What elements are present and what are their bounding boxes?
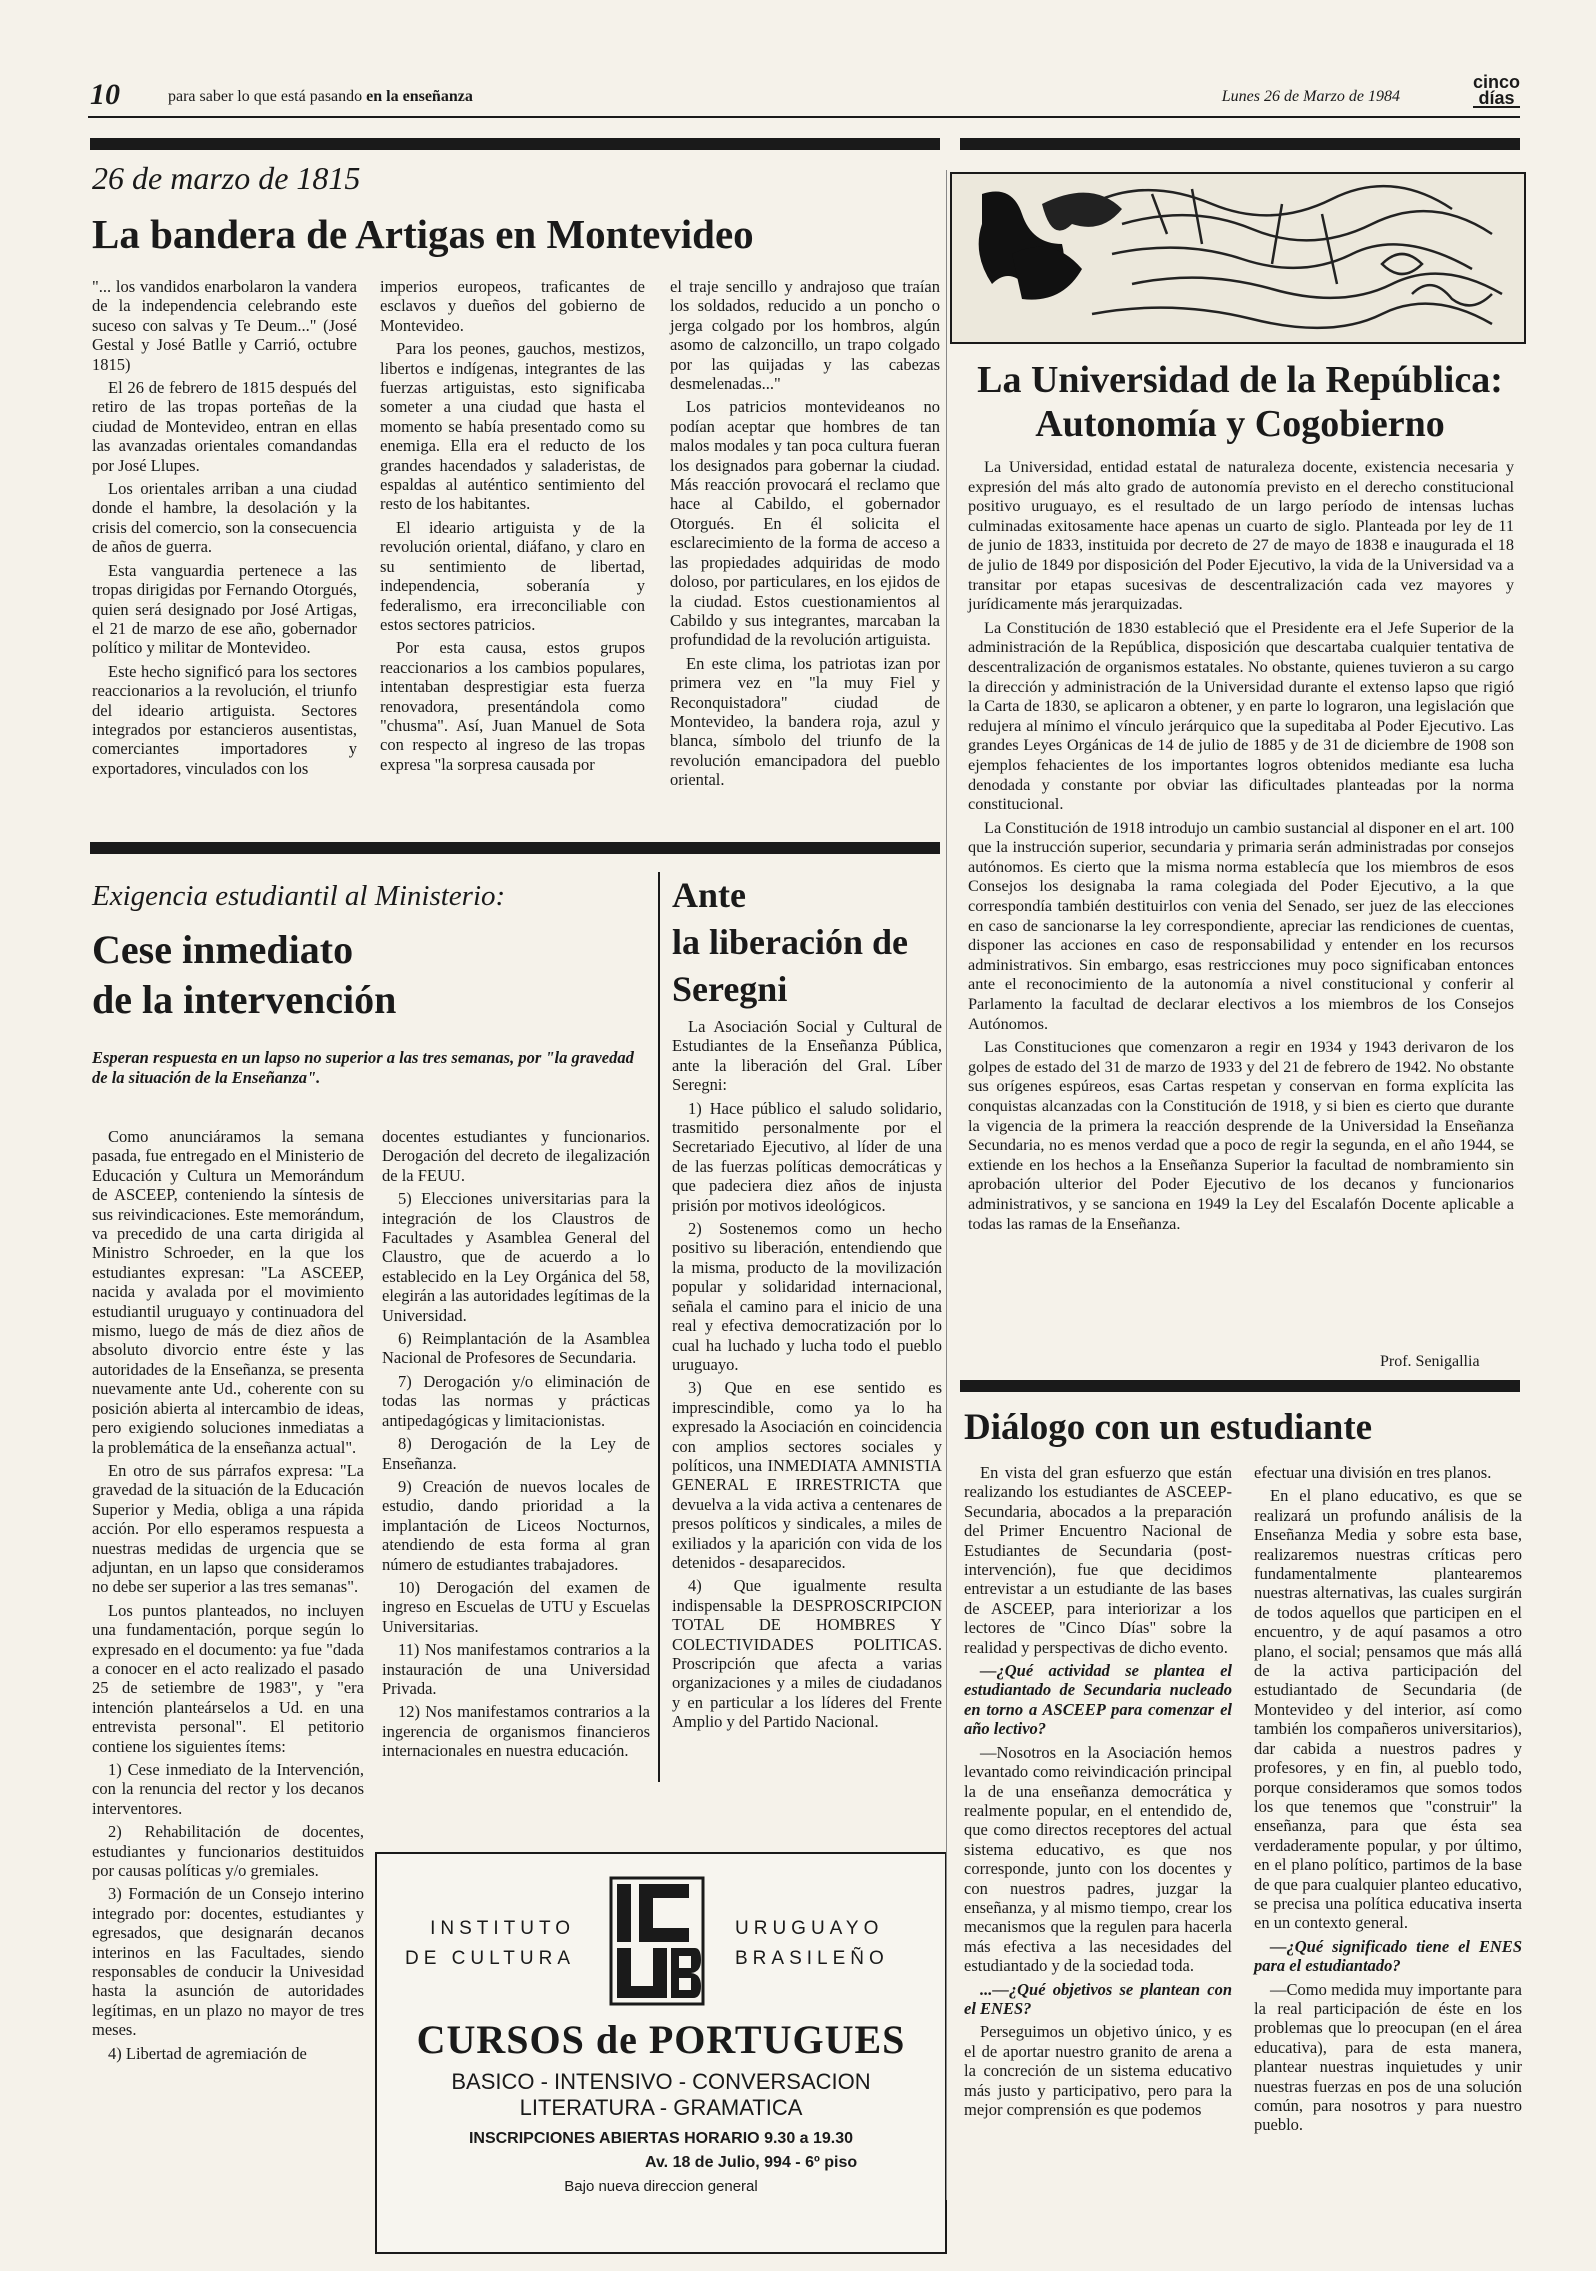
cese-title bbox=[92, 925, 396, 1025]
paragraph: Por esta causa, estos grupos reaccionarios a los cambios populares, intentaban desprestigiar esta fuerza renovadora, presentándola como "chusma". Así, Juan Manuel de Sota con respecto al ingreso de las tropas expresa "la sorpresa causada por bbox=[380, 638, 645, 774]
paragraph: Como anunciáramos la semana pasada, fue entregado en el Ministerio de Educación y Cultura un Memorándum de ASCEEP, conteniendo la síntesis de sus reivindicaciones. Este memorándum, va precedido de una carta dirigida al Ministro Schroeder, en la que los estudiantes expresan: "La ASCEEP, nacida y avalada por el movimiento estudiantil uruguayo y continuadora del mismo, luego de más de diez años de absoluto divorcio entre éste y las autoridades de la Enseñanza, se presenta nuevamente ante Ud., coherente con su posición abierta al intercambio de ideas, pero exigiendo soluciones inmediatas a la problemática de la enseñanza actual". bbox=[92, 1127, 364, 1457]
paragraph: La Asociación Social y Cultural de Estudiantes de la Enseñanza Pública, ante la liberación del Gral. Líber Seregni: bbox=[672, 1017, 942, 1095]
page-header bbox=[90, 72, 1520, 111]
paragraph: La Constitución de 1830 estableció que el Presidente era el Jefe Superior de la administración de la República, disposición que descartaba cualquier tentativa de descentralización de organismos estatales. No obstante, quienes tuvieron a su cargo la dirección y administración de la Universidad durante el extenso lapso que rigió la Carta de 1830, se aplicaron a obtener, y en parte lo lograron, una legislación que redujera al mínimo el vínculo jerárquico que la supeditaba al Poder Ejecutivo. Las grandes Leyes Orgánicas de 14 de julio de 1885 y de 31 de diciembre de 1908 son ejemplos fehacientes de los importantes logros obtenidos mediante esa lucha denodada y constante por obviar las dificultades planteadas por la norma constitucional. bbox=[968, 617, 1514, 814]
ad-right-line: URUGUAYO bbox=[735, 1918, 884, 1939]
section-bar bbox=[90, 842, 940, 854]
cese-kicker: Exigencia estudiantil al Ministerio: bbox=[92, 880, 506, 912]
ad-line-1: BASICO - INTENSIVO - CONVERSACION bbox=[451, 2069, 871, 2094]
paragraph: docentes estudiantes y funcionarios. Derogación del decreto de ilegalización de la FEUU. bbox=[382, 1127, 650, 1185]
column-rule bbox=[658, 872, 660, 1782]
paragraph: Las Constituciones que comenzaron a regir en 1934 y 1943 derivaron de los golpes de estado del 31 de marzo de 1933 y del 21 de febrero de 1942. No obstante sus orígenes espúreos, esas Cartas respetan y conservan en forma explícita las conquistas alcanzadas con la Constitución de 1918, y si bien es cierto que durante la vigencia de la primera la reacción desprende de la Universidad la Enseñanza Secundaria, no es menos verdad que a poco de regir la segunda, en el año 1944, se extiende en los hechos a la Enseñanza Superior la facultad de nombramiento sin aprobación ulterior del Poder Ejecutivo de los decanos y funcionarios administrativos, y se sanciona en 1949 la Ley del Escalafón Docente aplicable a todas las ramas de la Enseñanza. bbox=[968, 1037, 1514, 1233]
paragraph: 1) Hace público el saludo solidario, trasmitido personalmente por el Secretariado Ejecutivo, al líder de una de las fuerzas políticas democráticas y que padeciera diez años de injusta prisión por motivos ideológicos. bbox=[672, 1098, 942, 1215]
paragraph: 6) Reimplantación de la Asamblea Nacional de Profesores de Secundaria. bbox=[382, 1329, 650, 1368]
ad-line-2: LITERATURA - GRAMATICA bbox=[519, 2095, 803, 2120]
paragraph: 1) Cese inmediato de la Intervención, con la renuncia del rector y los decanos interventores. bbox=[92, 1760, 364, 1818]
seregni-title-line: Ante bbox=[672, 875, 746, 915]
paragraph: 3) Formación de un Consejo interino integrado por: docentes, estudiantes y egresados, que designarán decanos interinos en las Facultades, siendo responsables de conducir la Univesidad hasta la asunción de autoridades legítimas, en un plazo no mayor de tres meses. bbox=[92, 1884, 364, 2040]
seregni-title-line: Seregni bbox=[672, 969, 788, 1009]
paragraph: La Universidad, entidad estatal de naturaleza docente, existencia necesaria y expresión del más alto grado de autonomía previsto en el derecho constitucional positivo uruguayo, es el resultado de un largo período de intensas luchas culminadas exitosamente hace apenas un cuarto de siglo. Planteada por ley de 11 de junio de 1833, instituida por decreto de 27 de mayo de 1838 e inaugurada el 18 de julio de 1849 por disposición del Poder Ejecutivo, la vida de la Universidad va a transitar por etapas sucesivas de descentralización cada vez mayores y jurídicamente más jerarquizadas. bbox=[968, 457, 1514, 614]
paragraph: El ideario artiguista y de la revolución oriental, diáfano, y claro en su sentimiento de libertad, independencia, soberanía y federalismo, era irreconciliable con estos sectores patricios. bbox=[380, 517, 645, 634]
paragraph: 12) Nos manifestamos contrarios a la ingerencia de organismos financieros internacionales en nuestra educación. bbox=[382, 1702, 650, 1761]
artigas-col-3 bbox=[670, 277, 940, 794]
tagline-bold: en la enseñanza bbox=[366, 88, 473, 105]
cese-deck: Esperan respuesta en un lapso no superior a las tres semanas, por "la gravedad de la situación de la Enseñanza". bbox=[92, 1048, 634, 1087]
interview-question: —¿Qué actividad se plantea el estudiantado de Secundaria nucleado en torno a ASCEEP para comenzar el año lectivo? bbox=[964, 1661, 1232, 1739]
paragraph: Para los peones, gauchos, mestizos, libertos e indígenas, integrantes de las fuerzas artiguistas, esto significaba someter a una ciudad que hasta el momento se había presentado como su enemiga. Ella era el reducto de los grandes hacendados y saladeristas, de espaldas al auténtico sentimiento del resto de los habitantes. bbox=[380, 339, 645, 514]
paragraph: 11) Nos manifestamos contrarios a la instauración de una Universidad Privada. bbox=[382, 1640, 650, 1698]
universidad-title bbox=[960, 358, 1520, 446]
paragraph: efectuar una división en tres planos. bbox=[1254, 1463, 1492, 1482]
paragraph: 7) Derogación y/o eliminación de todas las normas y prácticas antipedagógicas y limitacionistas. bbox=[382, 1371, 650, 1430]
header-tagline bbox=[168, 88, 473, 106]
ad-right-line: BRASILEÑO bbox=[735, 1948, 889, 1969]
logo-bottom: días bbox=[1478, 88, 1515, 108]
paragraph: Perseguimos un objetivo único, y es el de aportar nuestro granito de arena a la concreción de un sistema educativo más justo y participativo, pero para la mejor comprensión es que podemos bbox=[964, 2022, 1232, 2119]
ad-line-5: Bajo nueva direccion general bbox=[564, 2178, 758, 2195]
artigas-title: La bandera de Artigas en Montevideo bbox=[92, 211, 754, 257]
artigas-col-1 bbox=[92, 277, 357, 782]
ad-line-3: INSCRIPCIONES ABIERTAS HORARIO 9.30 a 19.30 bbox=[468, 2130, 854, 2147]
paragraph: imperios europeos, traficantes de esclavos y dueños del gobierno de Montevideo. bbox=[380, 277, 645, 335]
paragraph: 4) Libertad de agremiación de bbox=[108, 2043, 307, 2063]
icub-logo bbox=[609, 1876, 705, 2006]
paragraph: En este clima, los patriotas izan por primera vez en "la muy Fiel y Reconquistadora" ciudad de Montevideo, la bandera roja, azul y blanca, símbolo del triunfo de la revolución emancipadora del pueblo oriental. bbox=[670, 653, 940, 790]
section-bar bbox=[90, 138, 940, 150]
universidad-title-line: La Universidad de la República: bbox=[977, 359, 1503, 401]
artigas-kicker: 26 de marzo de 1815 bbox=[92, 160, 361, 196]
seregni-title-line: la liberación de bbox=[672, 922, 908, 962]
artigas-col-2 bbox=[380, 277, 645, 778]
section-bar bbox=[960, 1380, 1520, 1392]
paragraph: el traje sencillo y andrajoso que traían los soldados, reducido a un poncho o jerga colgado por los hombros, algún asomo de calzoncillo, un trapo colgado por las quijadas y las cabezas desmelenadas..." bbox=[670, 277, 940, 394]
paragraph: La Constitución de 1918 introdujo un cambio sustancial al disponer en el art. 100 que la instrucción superior, secundaria y primaria serán administradas por consejos autónomos. Es cierto que la misma norma establecía que los miembros de esos Consejos los designaba la rama colegiada del Poder Ejecutivo, a la que correspondía también destituirlos con venia del Senado, ser juez de las elecciones en caso de sancionarse la ley correspondiente, apreciar las rendiciones de cuentas, disponer las acciones en caso de responsabilidad y entender en los recursos administrativos. Sin embargo, esas restricciones muy poco significaban entonces ante el reconocimiento de la autonomía a nivel constitucional y conferir al Parlamento la facultad de declarar electivos a los miembros de los Consejos Autónomos. bbox=[968, 817, 1514, 1033]
portuguese-course-ad bbox=[375, 1852, 947, 2254]
interview-question: —¿Qué significado tiene el ENES para el estudiantado? bbox=[1254, 1936, 1522, 1976]
paragraph: El 26 de febrero de 1815 después del retiro de las tropas porteñas de la ciudad de Montevideo, entran en ellas las avanzadas orientales comandandas por José Llupes. bbox=[92, 378, 357, 475]
paragraph: —Como medida muy importante para la real participación de éste en los problemas que lo preocupan (en el área educativa), para de esta manera, plantear nuestras inquietudes y unir nuestras fuerzas en pos de una solución común, para nosotros y para nuestro pueblo. bbox=[1254, 1979, 1522, 2135]
paragraph: En otro de sus párrafos expresa: "La gravedad de la situación de la Educación Superior y Media, obliga a una rápida acción. Por ello esperamos respuesta a nuestras medidas de urgencia que se adjuntan, en un lapso que consideramos no debe ser superior a las tres semanas". bbox=[92, 1460, 364, 1597]
seregni-title bbox=[672, 872, 908, 1013]
cese-col-1 bbox=[92, 1127, 364, 2067]
dialogo-title: Diálogo con un estudiante bbox=[964, 1407, 1373, 1448]
tagline-text: para saber lo que está pasando bbox=[168, 88, 363, 105]
ad-left-text bbox=[405, 1914, 575, 1974]
universidad-signature: Prof. Senigallia bbox=[1380, 1353, 1480, 1370]
paragraph: En el plano educativo, es que se realizará un profundo análisis de la Enseñanza Media y sobre esta base, realizaremos nuestras críticas pero fundamentalmente plantearemos nuestras alternativas, las cuales surgirán de todos aquellos que participen en el encuentro, y de aquí pasamos a otro plano, el social; pensamos que más allá de la activa participación del estudiantado de Secundaria (de Montevideo y del interior, así como también los compañeros universitarios), dar cabida a nuestros padres y profesores, y en fin, al pueblo todo, porque consideramos que somos todos los que tenemos que "construir" la enseñanza, para que ésta sea verdaderamente popular, y por último, en el plano político, partimos de la base de que para cualquier planteo educativo, se precisa una política educativa inserta en un contexto general. bbox=[1254, 1486, 1522, 1933]
handwritten-illustration bbox=[950, 172, 1526, 344]
paragraph: —Nosotros en la Asociación hemos levantado como reivindicación principal la de una enseñanza democrática y realmente popular, en el entendido de, que como directos receptores del actual sistema educativo, es que nos corresponde, junto con los docentes y con nuestros padres, juzgar la enseñanza, y al mismo tiempo, crear los mecanismos que la regulen para hacerla más efectiva a las necesidades del estudiantado y de la sociedad toda. bbox=[964, 1742, 1232, 1976]
dialogo-col-1 bbox=[964, 1463, 1232, 2123]
paragraph: "... los vandidos enarbolaron la vandera de la independencia celebrando este suceso con salvas y Te Deum..." (José Gestal y José Batlle y Carrió, octubre 1815) bbox=[92, 277, 357, 374]
paragraph: Este hecho significó para los sectores reaccionarios a la revolución, el triunfo del ideario artiguista. Sectores integrados por estancieros ausentistas, comerciantes importadores y exportadores, vinculados con los bbox=[92, 661, 357, 778]
ad-left-line: INSTITUTO bbox=[430, 1918, 575, 1939]
cese-col-2 bbox=[382, 1127, 650, 1765]
paragraph: 3) Que en ese sentido es imprescindible, como ya lo ha expresado la Asociación en coincidencia con amplios sectores sociales y políticos, una INMEDIATA AMNISTIA GENERAL E IRRESTRICTA que devuelva a la vida activa a centenares de presos políticos y sindicales, a miles de exiliados y la aparición con vida de los detenidos - desaparecidos. bbox=[672, 1378, 942, 1572]
paragraph: 2) Rehabilitación de docentes, estudiantes y funcionarios destituidos por causas políticas y/o gremiales. bbox=[92, 1822, 364, 1881]
paragraph: Los orientales arriban a una ciudad donde el hambre, la desolación y la crisis del comercio, son la consecuencia de años de guerra. bbox=[92, 479, 357, 557]
paragraph: 10) Derogación del examen de ingreso en Escuelas de UTU y Escuelas Universitarias. bbox=[382, 1577, 650, 1636]
ad-right-text bbox=[735, 1914, 889, 1974]
interview-question: ...—¿Qué objetivos se plantean con el ENES? bbox=[964, 1979, 1232, 2018]
issue-date: Lunes 26 de Marzo de 1984 bbox=[1221, 88, 1400, 105]
paragraph: En vista del gran esfuerzo que están realizando los estudiantes de ASCEEP-Secundaria, abocados a la preparación del Primer Encuentro Nacional de Estudiantes de Secundaria (post-intervención), fue que decidimos entrevistar a un estudiante de las bases de ASCEEP, para interiorizar a los lectores de "Cinco Días" sobre la realidad y perspectivas de dicho evento. bbox=[964, 1463, 1232, 1657]
header-rule bbox=[88, 116, 1520, 118]
newspaper-logo bbox=[1473, 74, 1520, 108]
paragraph: 2) Sostenemos como un hecho positivo su liberación, entendiendo que la misma, producto de la movilización popular y solidaridad internacional, señala el camino para el inicio de una real y efectiva democratización por lo cual ha luchado y lucha todo el pueblo uruguayo. bbox=[672, 1219, 942, 1374]
seregni-body bbox=[672, 1017, 942, 1736]
column-rule bbox=[946, 170, 947, 2200]
paragraph: 4) Que igualmente resulta indispensable la DESPROSCRIPCION TOTAL DE HOMBRES Y COLECTIVIDADES POLITICAS. Proscripción que afecta a varias organizaciones y a miles de ciudadanos y en particular a los líderes del Frente Amplio y del Partido Nacional. bbox=[672, 1576, 942, 1732]
logo-top: cinco bbox=[1472, 72, 1520, 92]
ad-headline: CURSOS de PORTUGUES bbox=[416, 2017, 906, 2062]
paragraph: Esta vanguardia pertenece a las tropas dirigidas por Fernando Otorgués, quien será designado por José Artigas, el 21 de marzo de ese año, gobernador político y militar de Montevideo. bbox=[92, 560, 357, 658]
paragraph: Los puntos planteados, no incluyen una fundamentación, porque según lo expresado en el documento: ya fue "dada a conocer en el acto realizado el pasado 25 de setiembre de 1983", y "era intención planteárselos a Ud. en una entrevista personal". El petitorio contiene los siguientes ítems: bbox=[92, 1600, 364, 1756]
page-number: 10 bbox=[90, 78, 120, 111]
paragraph: Los patricios montevideanos no podían aceptar que hombres de tan malos modales y tan poca cultura fueran los designados para gobernar la ciudad. Más reacción provocará el reclamo que hace al Cabildo, el gobernador Otorgués. En él solicita el esclarecimiento de la forma de acceso a las propiedades adquiridas de modo doloso, por particulares, en los ejidos de la ciudad. Estos cuestionamientos al Cabildo y sus integrantes, marcaban la profundidad de la revolución artiguista. bbox=[670, 397, 940, 650]
section-bar bbox=[960, 138, 1520, 150]
paragraph: 8) Derogación de la Ley de Enseñanza. bbox=[382, 1434, 650, 1473]
paragraph: 5) Elecciones universitarias para la integración de los Claustros de Facultades y Asamblea General del Claustro, que de acuerdo a lo establecido en la Ley Orgánica del 58, elegirán a las autoridades legítimas de la Universidad. bbox=[382, 1189, 650, 1325]
ad-line-4: Av. 18 de Julio, 994 - 6º piso bbox=[645, 2154, 858, 2171]
paragraph: 9) Creación de nuevos locales de estudio, dando prioridad a la implantación de Liceos Nocturnos, atendiendo de esta forma al gran número de estudiantes trabajadores. bbox=[382, 1476, 650, 1574]
cese-title-line: de la intervención bbox=[92, 977, 397, 1022]
cese-title-line: Cese inmediato bbox=[92, 927, 354, 972]
universidad-body bbox=[968, 457, 1514, 1237]
dialogo-col-2 bbox=[1254, 1463, 1522, 2139]
universidad-title-line: Autonomía y Cogobierno bbox=[1035, 403, 1445, 445]
ad-left-line: DE CULTURA bbox=[405, 1948, 575, 1969]
